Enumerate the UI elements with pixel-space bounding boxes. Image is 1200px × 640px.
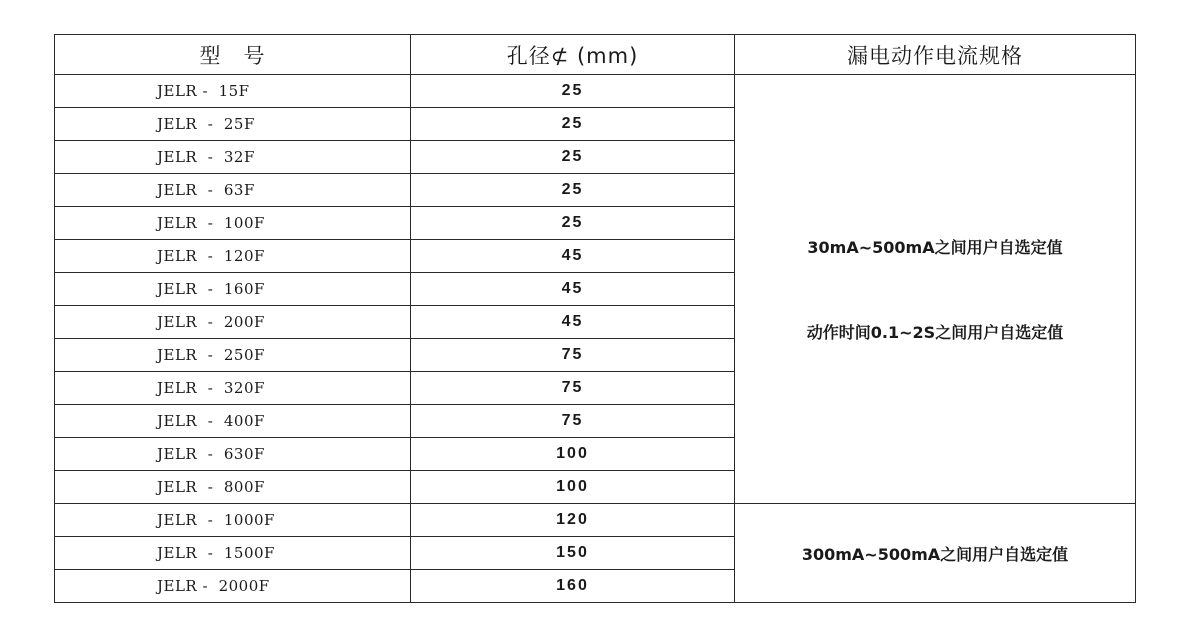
spec-group-cell [735, 504, 1136, 603]
model-cell: JELR - 400F [55, 405, 411, 438]
spec-table [54, 34, 1136, 603]
spec-current-range: 30mA~500mA之间用户自选定值 [807, 238, 1063, 257]
model-cell: JELR - 1000F [55, 504, 411, 537]
table-row [55, 75, 1136, 108]
bore-cell: 45 [411, 273, 735, 306]
bore-cell: 25 [411, 174, 735, 207]
header-model: 型 号 [55, 35, 411, 75]
bore-cell: 100 [411, 438, 735, 471]
bore-cell: 100 [411, 471, 735, 504]
model-cell: JELR - 2000F [55, 570, 411, 603]
bore-cell: 75 [411, 339, 735, 372]
header-leakage-current-spec: 漏电动作电流规格 [735, 35, 1136, 75]
bore-cell: 45 [411, 240, 735, 273]
model-cell: JELR - 32F [55, 141, 411, 174]
bore-cell: 160 [411, 570, 735, 603]
model-cell: JELR - 630F [55, 438, 411, 471]
spec-current-range: 300mA~500mA之间用户自选定值 [801, 544, 1069, 564]
bore-cell: 75 [411, 405, 735, 438]
model-cell: JELR - 25F [55, 108, 411, 141]
header-row [55, 35, 1136, 75]
model-cell: JELR - 160F [55, 273, 411, 306]
model-cell: JELR - 100F [55, 207, 411, 240]
bore-cell: 25 [411, 75, 735, 108]
bore-cell: 45 [411, 306, 735, 339]
bore-cell: 25 [411, 141, 735, 174]
header-bore-diameter: 孔径⊄ (mm) [411, 35, 735, 75]
model-cell: JELR - 800F [55, 471, 411, 504]
bore-cell: 25 [411, 207, 735, 240]
bore-cell: 150 [411, 537, 735, 570]
model-cell: JELR - 15F [55, 75, 411, 108]
model-cell: JELR - 200F [55, 306, 411, 339]
spec-action-time: 动作时间0.1~2S之间用户自选定值 [806, 323, 1064, 342]
table-row [55, 504, 1136, 537]
model-cell: JELR - 63F [55, 174, 411, 207]
model-cell: JELR - 120F [55, 240, 411, 273]
model-cell: JELR - 320F [55, 372, 411, 405]
bore-cell: 75 [411, 372, 735, 405]
spec-group-cell [735, 75, 1136, 504]
model-cell: JELR - 250F [55, 339, 411, 372]
bore-cell: 25 [411, 108, 735, 141]
bore-cell: 120 [411, 504, 735, 537]
model-cell: JELR - 1500F [55, 537, 411, 570]
